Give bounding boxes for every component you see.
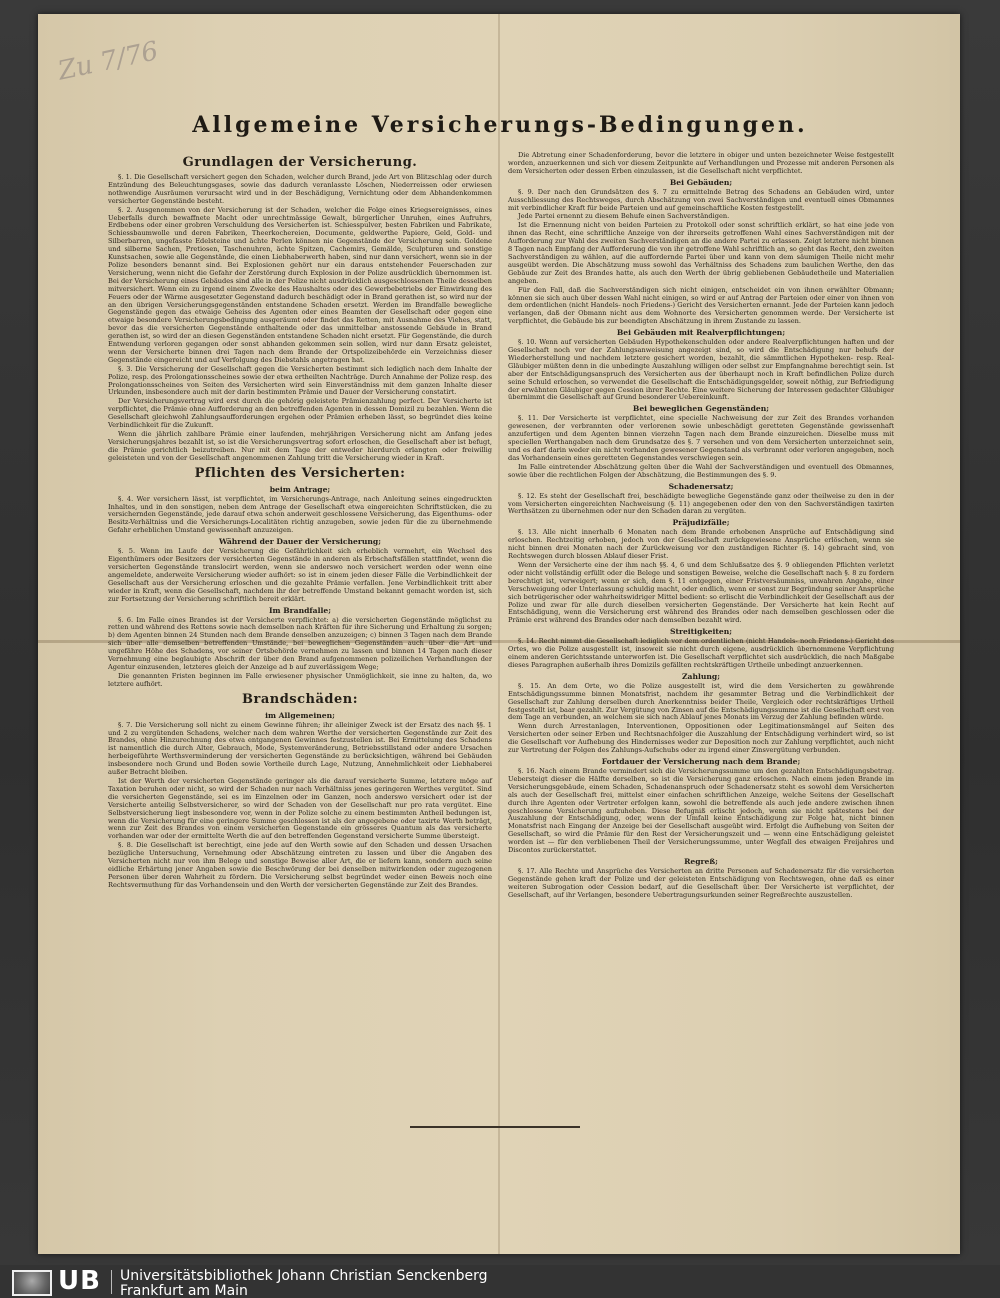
paragraph: Wenn der Versicherte eine der ihm nach §§. 4, 6 und dem Schlußsatze des §. 9 obliegenden Pflichten verletzt oder nicht vollständig erfüllt oder die Belege und sonstigen Beweise, welche die Gesellschaft nach §. 8 zu fordern berechtigt ist, verweigert; wenn er sich, dem §. 11 entgegen, einer Fristversäumniss, unwahren Angabe, einer Verschweigung oder Unterlassung schuldig macht, oder endlich, wenn er sonst zur Begründung seiner Ansprüche sich betrügerischer oder wahrheitswidriger Mittel bedient: so erlischt die Verbindlichkeit der Gesellschaft aus der Polize und zwar für alle durch dieselben versicherten Gegenstände. Der Versicherte hat kein Recht auf Entschädigung, wenn die Versicherung erst während des Brandes oder nach demselben geschlossen oder die Prämie erst während des Brandes oder nach demselben bezahlt wird.: [508, 560, 894, 625]
footer-divider: [111, 1270, 112, 1294]
subsection-heading: Präjudizfälle;: [672, 518, 730, 528]
paragraph: Wenn die jährlich zahlbare Prämie einer laufenden, mehrjährigen Versicherung nicht am Anfang jedes Versicherungsjahres bezahlt ist, so ist die Versicherungsvertrag sofort erloschen, die Gesellschaft aber ist befugt, die Prämie gerichtlich beizutreiben. Nur mit dem Tage der entweder hierdurch erlangten oder freiwillig geleisteten und von der Gesellschaft angenommenen Zahlung tritt die Versicherung wieder in Kraft.: [108, 430, 492, 462]
paragraph: §. 3. Die Versicherung der Gesellschaft gegen die Versicherten bestimmt sich lediglich nach dem Inhalte der Polize, resp. des Prolongationsscheines sowie der etwa ertheilten Nachträge. Durch Annahme der Polize resp. des Prolongationsscheines von Seiten des Versicherten wird sein Einverständniss mit dem ganzen Inhalte dieser Urkunden, insbesondere auch mit der darin bestimmten Prämie und Dauer der Versicherung constatirt.: [108, 364, 492, 397]
left-text-column: [108, 152, 492, 891]
paragraph: §. 10. Wenn auf versicherten Gebäuden Hypothekenschulden oder andere Realverpflichtungen haften und der Gesellschaft noch vor der Zahlungsanweisung angezeigt sind, so wird die Entschädigung nur behufs der Wiederherstellung und nachdem letztere gesichert worden, bezahlt, die sämmtlichen Hypotheken- resp. Real-Gläubiger müßten denn in die unbedingte Auszahlung willigen oder selbst zur Empfangnahme berechtigt sein. Ist aber der Entschädigungsanspruch des Versicherten aus der überhaupt noch in Kraft befindlichen Polize durch seine Schuld erloschen, so verwendet die Gesellschaft die Entschädigungsgelder, soweit nöthig, zur Befriedigung der erwähnten Gläubiger gegen Cession ihrer Rechte. Eine weitere Sicherung der Interessen gedachter Gläubiger übernimmt die Gesellschaft auf Grund besonderer Uebereinkunft.: [508, 338, 894, 402]
paragraph: §. 7. Die Versicherung soll nicht zu einem Gewinne führen; ihr alleiniger Zweck ist der Ersatz des nach §§. 1 und 2 zu vergütenden Schadens, welcher nach dem wahren Werthe der versicherten Gegenstände zur Zeit des Brandes, ohne Hinzurechnung des etwa entgangenen Gewinnes festzustellen ist. Bei Ermittelung des Schadens ist namentlich die durch Alter, Gebrauch, Mode, Systemveränderung, Betriebsstillstand oder andere Ursachen herbeigeführte Werthsverminderung der versicherten Gegenstände zu berücksichtigen, während bei Gebäuden insbesondere noch Grund und Boden sowie Vortheile durch Lage, Nutzung, Annehmlichkeit oder Liebhaberei außer Betracht bleiben.: [108, 720, 492, 777]
paragraph: §. 11. Der Versicherte ist verpflichtet, eine specielle Nachweisung der zur Zeit des Brandes vorhanden gewesenen, der verbrannten oder verlorenen sowie unbeschädigt geretteten Gegenstände gewissenhaft anzufertigen und dem Agenten binnen vierzehn Tagen nach dem Brande einzureichen. Dieselbe muss mit speciellen Werthangaben nach dem Grundsatze des §. 7 versehen und von dem Versicherten unterzeichnet sein, und es darf darin weder ein nicht vorhanden gewesener Gegenstand als verbrannt oder verloren angegeben, noch das Vorhandensein eines geretteten Gegenstandes verschwiegen sein.: [508, 414, 894, 462]
library-city: Frankfurt am Main: [120, 1283, 248, 1298]
paragraph: §. 2. Ausgenommen von der Versicherung ist der Schaden, welcher die Folge eines Kriegsereignisses, eines Ueberfalls durch bewaffnete Macht oder unrechtmässige Gewalt, bürgerlicher Unruhen, eines Aufruhrs, Erdbebens oder einer grobren Verschuldung des Versicherten ist. Schiesspulver, besten Fabriken und Fabrikate, Schiessbaumwolle und deren Fabriken, Theerkochereien, Documente, geldwerthe Papiere, Geld, Gold- und Silberbarren, ungefasste Edelsteine und ächte Perlen können nie Gegenstände der Versicherung sein. Goldene und silberne Sachen, Pretiosen, Taschenuhren, ächte Spitzen, Cachemirs, Gemälde, Sculpturen und sonstige Kunstsachen, sowie alle Gegenstände, die einen Liebhaberwerth haben, sind nur dann versichert, wenn sie in der Polize besonders benannt sind. Bei Explosionen gehört nur ein daraus entstehender Feuerschaden zur Versicherung, wenn nicht die Gefahr der Zerstörung durch Explosion in der Polize ausdrücklich übernommen ist. Bei der Versicherung eines Gebäudes sind alle in der Polize nicht ausdrücklich ausgeschlossenen Theile desselben mitversichert. Wenn ein zu irgend einem Zwecke des Haushaltes oder des Gewerbebetriebs der Einwirkung des Feuers oder der Wärme ausgesetzter Gegenstand dadurch beschädigt oder in Brand gerathen ist, so wird nur der an den übrigen Versicherungsgegenständen entstandene Schaden ersetzt. Werden im Brandfalle bewegliche Gegenstände gegen das etwaige Geheiss des Agenten oder eines Beamten der Gesellschaft oder gegen eine etwaige besondere Versicherungsbedingung ausgeräumt oder findet das Retten, mit Ausnahme des Viehes, statt, bevor das die versicherten Gegenstände enthaltende oder das unmittelbar anstossende Gebäude in Brand gerathen ist, so wird der an diesen Gegenständen entstandene Schaden nicht ersetzt. Für Gegenstände, die durch Entwendung verloren gegangen oder sonst abhanden gekommen sein sollen, wird nur dann Ersatz geleistet, wenn der Versicherte binnen drei Tagen nach dem Brande der Ortspolizeibehörde ein Verzeichniss dieser Gegenstände eingereicht und auf Verfolgung des Diebstahls angetragen hat.: [108, 205, 492, 364]
subsection-heading: im Allgemeinen;: [265, 710, 335, 720]
subsection-heading: Während der Dauer der Versicherung;: [218, 537, 381, 547]
paragraph: §. 16. Nach einem Brande vermindert sich die Versicherungssumme um den gezahlten Entschädigungsbetrag. Uebersteigt dieser die Hälfte derselben, so ist die Versicherung ganz erloschen. Nach einem jeden Brande im Versicherungsgebäude, einem Schaden, Schadenanspruch oder Schadenersatz steht es sowohl dem Versicherten als auch der Gesellschaft frei, mittelst einer einfachen schriftlichen Anzeige, welche Seitens der Gesellschaft durch ihre Agenten oder Vertreter erfolgen kann, sowohl die betreffende als auch jede andere zwischen ihnen geschlossene Versicherung aufzuheben. Diese Befugniß erlischt jedoch, wenn sie nicht spätestens bei der Auszahlung der Entschädigung, oder, wenn der Umfall keine Entschädigung zur Folge hat, nicht binnen Monatsfrist nach Eingang der Anzeige bei der Gesellschaft ausgeübt wird. Erfolgt die Aufhebung von Seiten der Gesellschaft, so wird die Prämie für den Rest der Versicherungszeit und — wenn eine Entschädigung geleistet worden ist — für den verbliebenen Theil der Versicherungssumme, unter Wegfall des etwaigen Freijahres und Discontos zurückerstattet.: [508, 767, 894, 855]
paragraph: Wenn durch Arrestanlagen, Interventionen, Oppositionen oder Legitimationsmängel auf Seiten des Versicherten oder seiner Erben und Rechtsnachfolger die Auszahlung der Entschädigung verhindert wird, so ist die Gesellschaft vor Aufhebung des Hindernisses weder zur Deposition noch zur Zahlung verpflichtet, auch nicht zur Vertretung der Folgen des Zahlungs-Aufschubs oder zu irgend einer Zinsvergütung verbunden.: [508, 722, 894, 755]
paragraph: Ist die Ernennung nicht von beiden Parteien zu Protokoll oder sonst schriftlich erklärt, so hat eine jede von ihnen das Recht, eine schriftliche Anzeige von der ihrerseits getroffenen Wahl eines Sachverständigen mit der Aufforderung zur Wahl des zweiten Sachverständigen an die andere Partei zu erlassen. Zeigt letztere nicht binnen 8 Tagen nach Empfang der Aufforderung die von ihr getroffene Wahl schriftlich an, so geht das Recht, den zweiten Sachverständigen zu wählen, auf die auffordernde Partei über und kann von dem säumigen Theile nicht mehr ausgeübt werden. Die Abschätzung muss sowohl das Verhältniss des Schadens zum baulichen Werthe, den das Gebäude zur Zeit des Brandes hatte, als auch den Werth der übrig gebliebenen Gebäudetheile und Materialien angeben.: [508, 221, 894, 285]
paragraph: §. 13. Alle nicht innerhalb 6 Monaten nach dem Brande erhobenen Ansprüche auf Entschädigung sind erloschen. Rechtzeitig erhoben, jedoch von der Gesellschaft zurückgewiesene Ansprüche erlöschen, wenn sie nicht binnen drei Monaten nach der Zurückweisung vor den zuständigen Richter (§. 14) gebracht sind, von Rechtswegen durch blossen Ablauf dieser Frist.: [508, 528, 894, 561]
subsection-heading: Streitigkeiten;: [669, 627, 733, 637]
paragraph: Die Abtretung einer Schadenforderung, bevor die letztere in obiger und unten bezeichneter Weise festgestellt worden, anzuerkennen und sich vor diesem Zeitpunkte auf Verhandlungen und Prozesse mit anderen Personen als dem Versicherten oder dessen Erben einzulassen, ist die Gesellschaft nicht verpflichtet.: [508, 151, 894, 175]
document-title: Allgemeine Versicherungs-Bedingungen.: [192, 112, 808, 138]
paragraph: §. 8. Die Gesellschaft ist berechtigt, eine jede auf den Werth sowie auf den Schaden und dessen Ursachen bezügliche Untersuchung, Vernehmung oder Abschätzung eintreten zu lassen und über die Angaben des Versicherten nicht nur von ihm Belege und sonstige Beweise aller Art, die er liefern kann, sondern auch seine eidliche Erhärtung jener Angaben sowie die Beschwörung der bei denselben mitwirkenden oder zugezogenen Personen über deren Wahrheit zu fördern. Die Versicherung selbst begründet weder einen Beweis noch eine Rechtsvermuthung für das Vorhandensein und den Werth der versicherten Gegenstände zur Zeit des Brandes.: [108, 841, 492, 889]
subsection-heading: Bei beweglichen Gegenständen;: [632, 404, 770, 414]
paragraph: §. 9. Der nach den Grundsätzen des §. 7 zu ermittelnde Betrag des Schadens an Gebäuden wird, unter Ausschliessung des Rechtsweges, durch Abschätzung von zwei Sachverständigen und eventuell eines Obmannes mit verbindlicher Kraft für beide Parteien und auf gemeinschaftliche Kosten festgestellt.: [508, 187, 894, 212]
section-heading: Grundlagen der Versicherung.: [182, 155, 418, 170]
subsection-heading: Fortdauer der Versicherung nach dem Brande;: [601, 757, 801, 766]
section-heading: Brandschäden:: [241, 691, 359, 707]
paragraph: §. 5. Wenn im Laufe der Versicherung die Gefährlichkeit sich erheblich vermehrt, ein Wechsel des Eigenthümers oder Besitzers der versicherten Gegenstände in anderen als Erbschaftsfällen stattfindet, wenn die versicherten Gegenstände translocirt werden, wenn sie anderswo noch versichert werden oder wenn eine angemeldete, anderweite Versicherung wieder aufhört: so ist in einem jeden dieser Fälle die Verbindlichkeit der Gesellschaft aus der Versicherung erloschen und die gezahlte Prämie verfallen. Jene Verbindlichkeit tritt aber wieder in Kraft, wenn die Gesellschaft, nachdem ihr der betreffende Umstand bekannt gemacht worden ist, sich zur Fortsetzung der Versicherung schriftlich bereit erklärt.: [108, 547, 492, 603]
subsection-heading: beim Antrage;: [269, 484, 331, 494]
paragraph: §. 17. Alle Rechte und Ansprüche des Versicherten an dritte Personen auf Schadenersatz für die versicherten Gegenstände gehen kraft der Polize und der geleisteten Entschädigung von Rechtswegen, ohne daß es einer weiteren Subrogation oder Cession bedarf, auf die Gesellschaft über. Der Versicherte ist verpflichtet, der Gesellschaft, auf ihr Verlangen, besondere Uebertragungsurkunden seiner Regreßrechte auszustellen.: [508, 866, 894, 899]
library-name: Universitätsbibliothek Johann Christian Senckenberg: [120, 1268, 488, 1284]
ub-logo-text: UB: [58, 1266, 101, 1296]
paragraph: Der Versicherungsvertrag wird erst durch die gehörig geleistete Prämienzahlung perfect. Der Versicherte ist verpflichtet, die Prämie ohne Aufforderung an den betreffenden Agenten in dessen Domizil zu bezahlen. Wenn die Gesellschaft gleichwohl Zahlungsaufforderungen ergehen oder Prämien erheben lässt, so begründet dies keine Verbindlichkeit für die Zukunft.: [108, 397, 492, 430]
senckenberg-portrait-icon: [14, 1272, 50, 1294]
vertical-fold: [498, 14, 500, 1254]
paragraph: §. 15. An dem Orte, wo die Polize ausgestellt ist, wird die dem Versicherten zu gewährende Entschädigungssumme binnen Monatsfrist, nachdem ihr gesammter Betrag und die Verbindlichkeit der Gesellschaft zur Zahlung derselben durch Anerkenntniss beider Theile, Vergleich oder rechtskräftiges Urtheil festgestellt ist, baar gezahlt. Zur Vergütung von Zinsen auf die Entschädigungssumme ist die Gesellschaft erst von dem Tage an verbunden, an welchem sie sich nach Ablauf jenes Monats im Verzug der Zahlung befinden würde.: [508, 681, 894, 722]
paragraph: §. 6. Im Falle eines Brandes ist der Versicherte verpflichtet: a) die versicherten Gegenstände möglichst zu retten und während des Rettens sowie nach demselben nach Kräften für ihre Sicherung und Erhaltung zu sorgen; b) dem Agenten binnen 24 Stunden nach dem Brande denselben anzuzeigen; c) binnen 3 Tagen nach dem Brande sich über alle demselben betreffenden Umstände, bei beweglichen Gegenständen auch über die Art und ungefähre Höhe des Schadens, vor seiner Ortsbehörde vernehmen zu lassen und binnen 14 Tagen nach dieser Vernehmung eine beglaubigte Abschrift der über den Brand aufgenommenen polizeilichen Verhandlungen der Agentur einzusenden, letzteres gleich der Anzeige ad b auf zuverlässigem Wege;: [108, 615, 492, 671]
section-heading: Pflichten des Versicherten:: [194, 465, 406, 481]
subsection-heading: Schadenersatz;: [668, 481, 734, 491]
subsection-heading: Zahlung;: [681, 671, 721, 681]
subsection-heading: Bei Gebäuden mit Realverpflichtungen;: [616, 328, 786, 338]
subsection-heading: Im Brandfalle;: [269, 605, 331, 615]
end-rule: [410, 1126, 580, 1128]
paragraph: §. 4. Wer versichern lässt, ist verpflichtet, im Versicherungs-Antrage, nach Anleitung seines eingedruckten Inhaltes, und in den sonstigen, neben dem Antrage der Gesellschaft etwa eingereichten Schriftstücken, die zu versichernden Gegenstände, jede darauf etwa schon anderweit geschlossene Versicherung, das Eigenthums- oder Besitz-Verhältniss und die Versicherungs-Localitäten richtig anzugeben, sowie jeden für die zu übernehmende Gefahr erheblichen Umstand gewissenhaft anzuzeigen.: [108, 494, 492, 535]
paragraph: Jede Partei ernennt zu diesem Behufe einen Sachverständigen.: [518, 212, 730, 221]
subsection-heading: Regreß;: [684, 856, 718, 866]
paragraph: Im Falle eintretender Abschätzung gelten über die Wahl der Sachverständigen und eventuell des Obmannes, sowie über die rechtlichen Folgen der Abschätzung, die Bestimmungen des §. 9.: [508, 462, 894, 479]
paragraph: §. 14. Recht nimmt die Gesellschaft lediglich vor dem ordentlichen (nicht Handels- noch Friedens-) Gericht des Ortes, wo die Polize ausgestellt ist, insoweit sie nicht durch eigene, ausdrücklich übernommene Verpflichtung einem anderen Gerichtsstande unterworfen ist. Die Gesellschaft verpflichtet sich ausdrücklich, die nach Maßgabe dieses Paragraphen außerhalb ihres Domizils gefällten rechtskräftigen Urtheile unbedingt anzuerkennen.: [508, 637, 894, 669]
paragraph: Für den Fall, daß die Sachverständigen sich nicht einigen, entscheidet ein von ihnen erwählter Obmann; können sie sich auch über dessen Wahl nicht einigen, so wird er auf Antrag der Parteien oder einer von ihnen von dem ordentlichen (nicht Handels- noch Friedens-) Gericht des Versicherten ernannt. Jede der Parteien kann jedoch verlangen, daß der Obmann nicht aus dem Wohnorte des Versicherten genommen werde. Der Versicherte ist verpflichtet, die Gebäude bis zur beendigten Abschätzung in ihrem Zustande zu lassen.: [508, 285, 894, 326]
paragraph: Ist der Werth der versicherten Gegenstände geringer als die darauf versicherte Summe, letztere möge auf Taxation beruhen oder nicht, so wird der Schaden nur nach Verhältniss jenes geringeren Werthes vergütet. Sind die versicherten Gegenstände, sei es im Einzelnen oder im Ganzen, noch anderswo versichert oder ist der Versicherte anteilig Selbstversicherer, so wird der Schaden von der Gesellschaft nur pro rata vergütet. Eine Selbstversicherung liegt insbesondere vor, wenn in der Polize solche zu einem bestimmten Antheil bedungen ist, wenn die Versicherung für eine geringere Summe geschlossen ist als der angegebene oder taxirte Werth beträgt, wenn zur Zeit des Brandes von einem versicherten Gegenstande ein grösseres Quantum als das versicherte vorhanden war oder der ermittelte Werth die auf den betreffenden Gegenstand versicherte Summe übersteigt.: [108, 777, 492, 841]
right-text-column: [508, 152, 894, 901]
pencil-annotation: Zu 7/76: [55, 36, 161, 87]
paragraph: §. 12. Es steht der Gesellschaft frei, beschädigte bewegliche Gegenstände ganz oder theilweise zu den in der vom Versicherten eingereichten Nachweisung (§. 11) angegebenen oder den von den Sachverständigen taxirten Werthsätzen zu übernehmen oder nur den Schaden daran zu vergüten.: [508, 491, 894, 516]
subsection-heading: Bei Gebäuden;: [669, 177, 733, 187]
paragraph: Die genannten Fristen beginnen im Falle erwiesener physischer Unmöglichkeit, sie inne zu halten, da, wo letztere aufhört.: [108, 671, 492, 688]
paragraph: §. 1. Die Gesellschaft versichert gegen den Schaden, welcher durch Brand, jede Art von Blitzschlag oder durch Entzündung des Beleuchtungsgases, sowie das dadurch veranlasste Löschen, Niederreissen oder erwiesen nothwendige Ausräumen verursacht wird und in der Beschädigung, Vernichtung oder dem Abhandenkommen versicherter Gegenstände besteht.: [108, 173, 492, 205]
